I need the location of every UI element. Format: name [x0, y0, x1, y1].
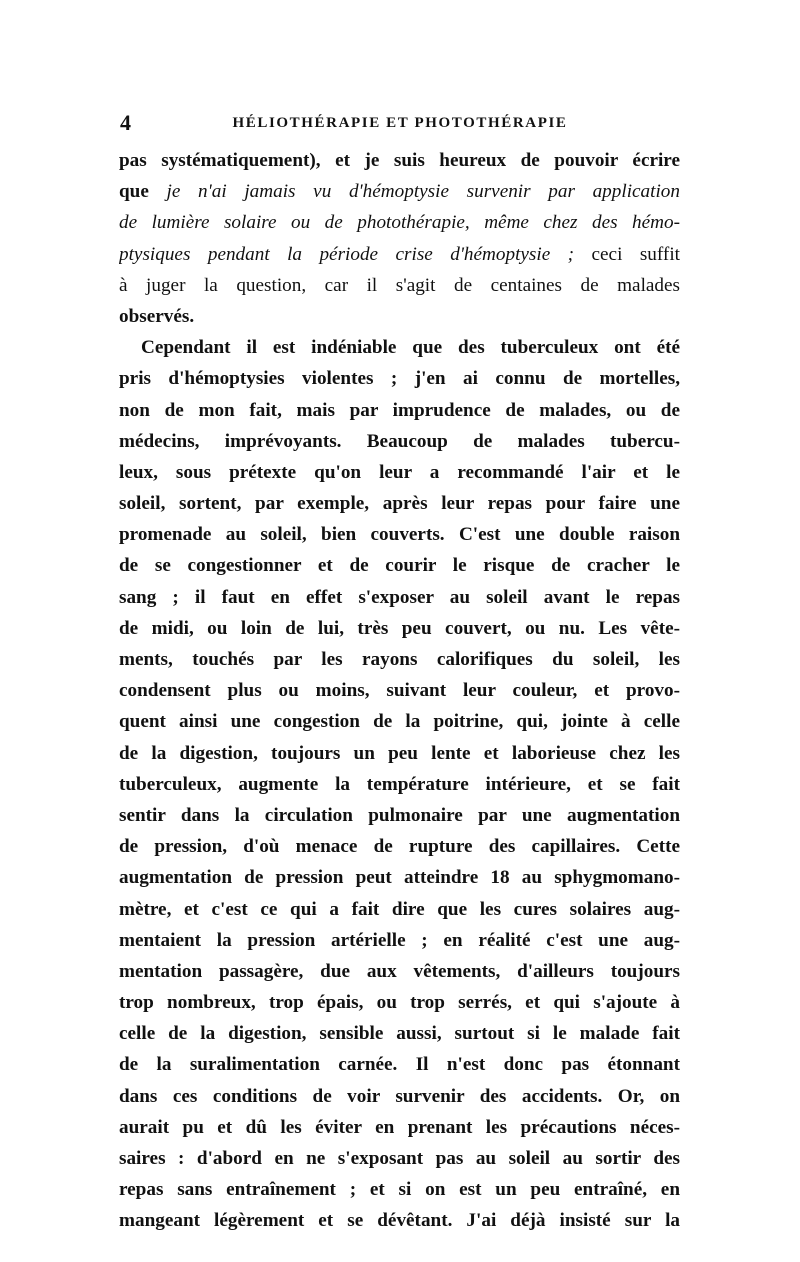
- text-segment: quent ainsi une congestion de la poitrine, qui, jointe à celle: [119, 711, 680, 733]
- page-number: 4: [120, 110, 131, 135]
- text-segment: ceci suffit: [574, 243, 680, 265]
- text-line: [119, 1112, 680, 1143]
- text-line: [119, 925, 680, 956]
- text-segment: aurait pu et dû les éviter en prenant les précautions néces-: [119, 1116, 680, 1138]
- text-line: [119, 426, 680, 457]
- text-segment: non de mon fait, mais par imprudence de malades, ou de: [119, 399, 680, 421]
- text-segment: trop nombreux, trop épais, ou trop serrés, et qui s'ajoute à: [119, 992, 680, 1014]
- text-line: [119, 769, 680, 800]
- text-line: [119, 301, 680, 332]
- text-line: [119, 550, 680, 581]
- body-text: [119, 145, 680, 1237]
- text-line: [119, 894, 680, 925]
- text-segment: pas systématiquement), et je suis heureux de pouvoir écrire: [119, 150, 680, 171]
- text-segment: médecins, imprévoyants. Beaucoup de malades tubercu-: [119, 430, 680, 452]
- text-segment: tuberculeux, augmente la température intérieure, et se fait: [119, 773, 680, 795]
- text-segment: soleil, sortent, par exemple, après leur repas pour faire une: [119, 493, 680, 515]
- text-segment: de lumière solaire ou de photothérapie, même chez des hémo-: [119, 212, 680, 234]
- text-segment: de se congestionner et de courir le risque de cracher le: [119, 555, 680, 577]
- text-segment: que: [119, 181, 167, 203]
- text-line: [119, 956, 680, 987]
- text-segment: ments, touchés par les rayons calorifiques du soleil, les: [119, 649, 680, 670]
- text-line: [119, 675, 680, 706]
- text-line: [119, 862, 680, 893]
- text-segment: je n'ai jamais vu d'hémoptysie survenir par application: [166, 181, 680, 203]
- text-segment: observés.: [119, 305, 195, 327]
- text-line: [119, 1049, 680, 1080]
- text-segment: augmentation de pression peut atteindre 18 au sphygmomano-: [119, 867, 680, 889]
- text-line: [119, 519, 680, 550]
- text-line: [119, 1174, 680, 1205]
- text-segment: leux, sous prétexte qu'on leur a recommandé l'air et le: [119, 461, 680, 483]
- text-segment: mètre, et c'est ce qui a fait dire que les cures solaires aug-: [119, 898, 680, 920]
- text-segment: pris d'hémoptysies violentes ; j'en ai connu de mortelles,: [119, 368, 680, 390]
- text-segment: à juger la question, car il s'agit de centaines de malades: [119, 274, 680, 296]
- text-segment: mentation passagère, due aux vêtements, d'ailleurs toujours: [119, 960, 680, 982]
- text-line: [119, 613, 680, 644]
- text-segment: de pression, d'où menace de rupture des capillaires. Cette: [119, 836, 680, 858]
- text-segment: de midi, ou loin de lui, très peu couvert, ou nu. Les vête-: [119, 617, 680, 639]
- text-line: [119, 582, 680, 613]
- text-segment: mangeant légèrement et se dévêtant. J'ai déjà insisté sur la: [119, 1210, 680, 1232]
- text-line: [119, 395, 680, 426]
- text-line: [119, 488, 680, 519]
- running-title: HÉLIOTHÉRAPIE ET PHOTOTHÉRAPIE: [232, 115, 568, 131]
- text-line: [119, 738, 680, 769]
- text-segment: saires : d'abord en ne s'exposant pas au soleil au sortir des: [119, 1148, 680, 1169]
- text-segment: dans ces conditions de voir survenir des accidents. Or, on: [119, 1085, 680, 1107]
- text-segment: de la digestion, toujours un peu lente et laborieuse chez les: [119, 742, 680, 764]
- text-segment: ptysiques pendant la période crise d'hémoptysie ;: [119, 243, 575, 265]
- text-segment: sentir dans la circulation pulmonaire par une augmentation: [119, 804, 680, 826]
- text-line: [119, 831, 680, 862]
- running-head: [120, 108, 680, 138]
- text-line: [119, 332, 680, 363]
- text-segment: condensent plus ou moins, suivant leur couleur, et provo-: [119, 680, 680, 702]
- text-line: [119, 1018, 680, 1049]
- text-segment: sang ; il faut en effet s'exposer au soleil avant le repas: [119, 586, 680, 608]
- text-segment: de la suralimentation carnée. Il n'est donc pas étonnant: [119, 1054, 680, 1076]
- text-line: [119, 1143, 680, 1174]
- text-line: [119, 987, 680, 1018]
- text-line: [119, 1205, 680, 1236]
- text-segment: mentaient la pression artérielle ; en réalité c'est une aug-: [119, 929, 680, 951]
- text-segment: celle de la digestion, sensible aussi, surtout si le malade fait: [119, 1023, 680, 1045]
- text-line: [119, 363, 680, 394]
- text-line: [119, 457, 680, 488]
- text-line: [119, 270, 680, 301]
- text-line: [119, 706, 680, 737]
- text-line: [119, 1081, 680, 1112]
- text-line: [119, 239, 680, 270]
- text-line: [119, 800, 680, 831]
- text-segment: repas sans entraînement ; et si on est un peu entraîné, en: [119, 1179, 680, 1201]
- text-line: [119, 644, 680, 675]
- text-line: [119, 176, 680, 207]
- text-segment: promenade au soleil, bien couverts. C'est une double raison: [119, 524, 680, 546]
- text-line: [119, 207, 680, 238]
- text-line: [119, 145, 680, 176]
- text-segment: Cependant il est indéniable que des tuberculeux ont été: [141, 337, 680, 359]
